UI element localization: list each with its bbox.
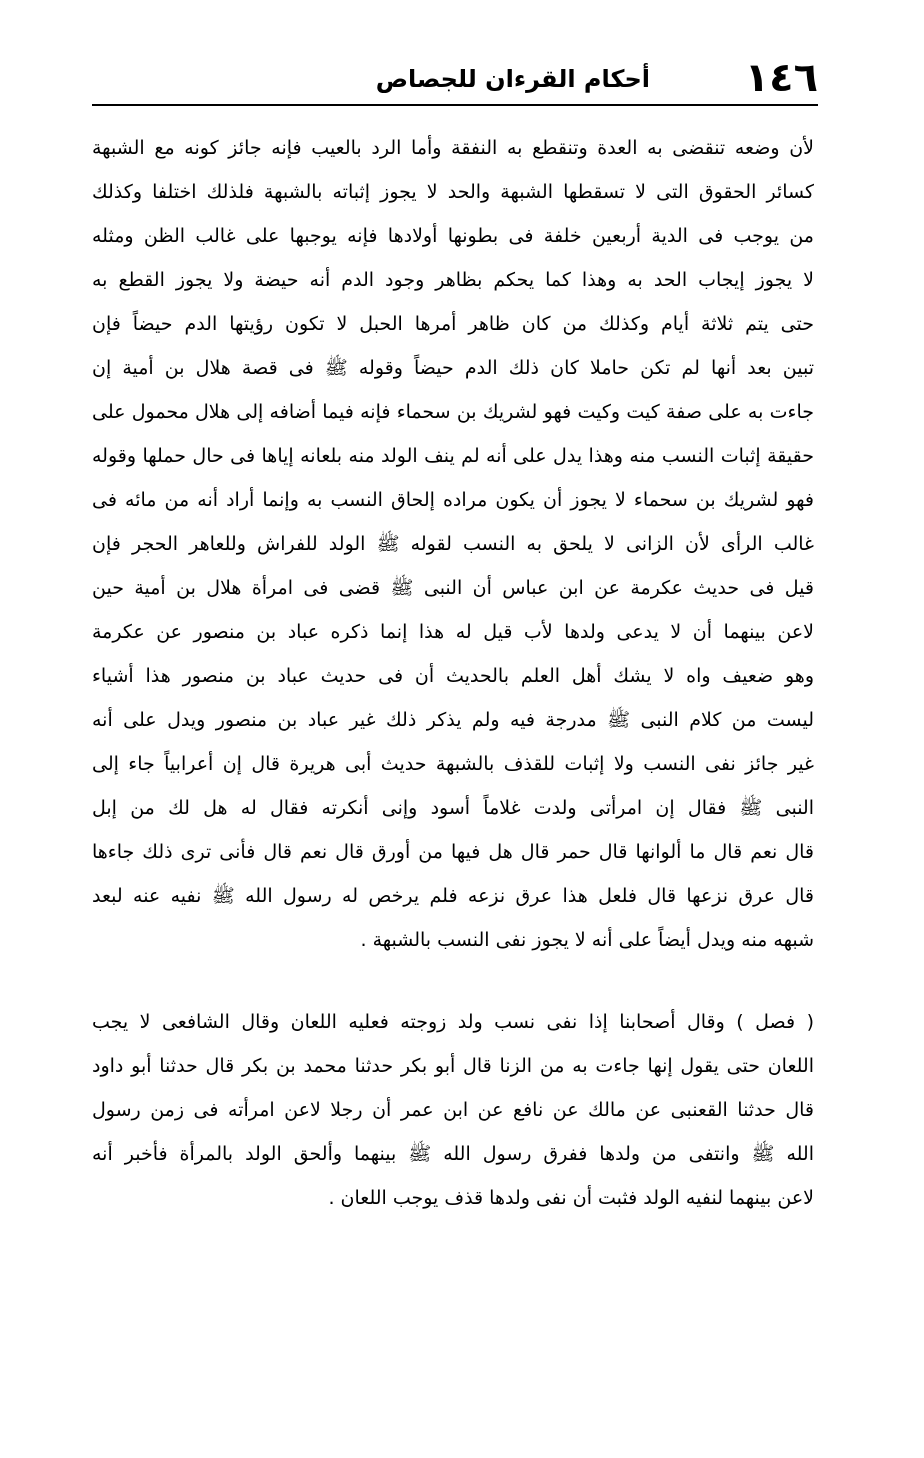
text-line: النبى ﷺ فقال إن امرأتى ولدت غلاماً أسود وإنى أنكرته فقال له هل لك من إبل <box>92 797 814 819</box>
text-line: حتى يتم ثلاثة أيام وكذلك من كان ظاهر أمرها الحبل لا تكون رؤيتها الدم حيضاً فإن <box>92 313 814 335</box>
text-line: اللعان حتى يقول إنها جاءت به من الزنا قال أبو بكر حدثنا محمد بن بكر قال حدثنا أبو داود <box>92 1055 814 1077</box>
text-line: لأن وضعه تنقضى به العدة وتنقطع به النفقة وأما الرد بالعيب فإنه جائز كونه مع الشبهة <box>92 137 814 159</box>
text-line: ( فصل ) وقال أصحابنا إذا نفى نسب ولد زوجته فعليه اللعان وقال الشافعى لا يجب <box>92 1011 814 1033</box>
text-line: غير جائز نفى النسب ولا إثبات للقذف بالشبهة حديث أبى هريرة قال إن أعرابياً جاء إلى <box>92 753 814 775</box>
text-line: جاءت به على صفة كيت وكيت فهو لشريك بن سحماء فإنه فيما أضافه إلى هلال محمول على <box>92 401 814 423</box>
text-line: كسائر الحقوق التى لا تسقطها الشبهة والحد لا يجوز إثباته بالشبهة فلذلك اختلفا وكذلك <box>92 181 814 203</box>
text-line: من يوجب فى الدية أربعين خلفة فى بطونها أولادها فإنه يوجبها على غالب الظن ومثله <box>92 225 814 247</box>
text-line: الله ﷺ وانتفى من ولدها ففرق رسول الله ﷺ بينهما وألحق الولد بالمرأة فأخبر أنه <box>92 1143 814 1165</box>
text-line: لاعن بينهما أن لا يدعى ولدها لأب قيل له هذا إنما ذكره عباد بن منصور عن عكرمة <box>92 621 814 643</box>
text-line: غالب الرأى لأن الزانى لا يلحق به النسب لقوله ﷺ الولد للفراش وللعاهر الحجر فإن <box>92 533 814 555</box>
page-header <box>92 56 818 104</box>
text-line: ليست من كلام النبى ﷺ مدرجة فيه ولم يذكر ذلك غير عباد بن منصور ويدل على أنه <box>92 709 814 731</box>
paragraph-2 <box>92 1000 814 1220</box>
text-line: قيل فى حديث عكرمة عن ابن عباس أن النبى ﷺ قضى فى امرأة هلال بن أمية حين <box>92 577 814 599</box>
text-line: فهو لشريك بن سحماء لا يجوز أن يكون مراده إلحاق النسب به وإنما أراد أنه من مائه فى <box>92 489 814 511</box>
text-line: لا يجوز إيجاب الحد به وهذا كما يحكم بظاهر وجود الدم أنه حيضة ولا يجوز القطع به <box>92 269 814 291</box>
text-line: قال عرق نزعها قال فلعل هذا عرق نزعه فلم يرخص له رسول الله ﷺ نفيه عنه لبعد <box>92 885 814 907</box>
text-line: تبين بعد أنها لم تكن حاملا كان ذلك الدم حيضاً وقوله ﷺ فى قصة هلال بن أمية إن <box>92 357 814 379</box>
text-line: قال نعم قال ما ألوانها قال حمر قال هل فيها من أورق قال نعم قال فأنى ترى ذلك جاءها <box>92 841 814 863</box>
text-line: شبهه منه ويدل أيضاً على أنه لا يجوز نفى النسب بالشبهة . <box>360 929 814 951</box>
header-rule <box>92 104 818 106</box>
text-line: حقيقة إثبات النسب منه وهذا يدل على أنه لم ينف الولد منه بلعانه إياها فى حال حملها وقوله <box>92 445 814 467</box>
page-number: ١٤٦ <box>744 55 818 101</box>
text-line: وهو ضعيف واه لا يشك أهل العلم بالحديث أن فى حديث عباد بن منصور هذا أشياء <box>92 665 814 687</box>
running-title: أحكام القرءان للجصاص <box>375 65 650 93</box>
paragraph-1 <box>92 126 814 962</box>
text-line: قال حدثنا القعنبى عن مالك عن نافع عن ابن عمر أن رجلا لاعن امرأته فى زمن رسول <box>92 1099 814 1121</box>
text-line: لاعن بينهما لنفيه الولد فثبت أن نفى ولدها قذف يوجب اللعان . <box>328 1187 814 1209</box>
